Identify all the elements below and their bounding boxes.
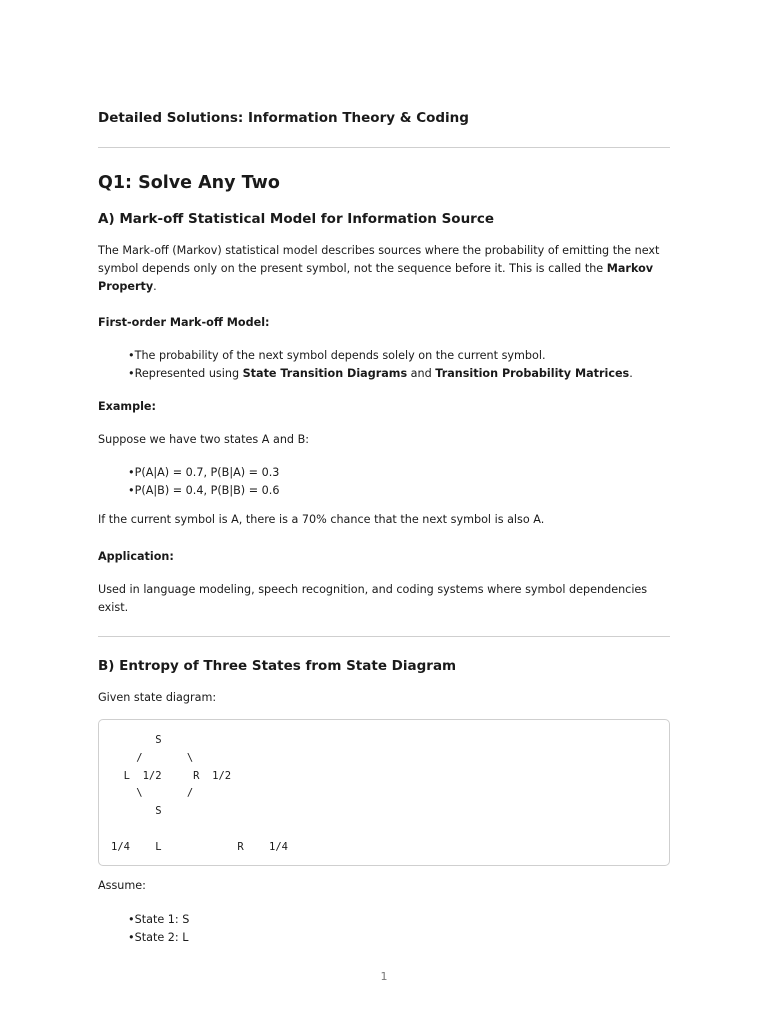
section-a-heading: A) Mark-off Statistical Model for Information Source xyxy=(98,211,495,227)
bullet-mid: and xyxy=(407,367,436,380)
divider xyxy=(98,636,670,637)
section-b-heading: B) Entropy of Three States from State Diagram xyxy=(98,658,457,674)
state-diagram: S / \ L 1/2 R 1/2 \ / S 1/4 L R 1/4 xyxy=(98,719,670,866)
question-heading: Q1: Solve Any Two xyxy=(98,173,280,193)
probability-list xyxy=(98,464,670,500)
probability-text: P(A|B) = 0.4, P(B|B) = 0.6 xyxy=(134,484,280,497)
list-item xyxy=(128,929,670,947)
probability-text: P(A|A) = 0.7, P(B|A) = 0.3 xyxy=(134,466,280,479)
states-list xyxy=(98,911,670,947)
given-text: Given state diagram: xyxy=(98,691,217,704)
bullet-end: . xyxy=(629,367,633,380)
bullet-bold: Transition Probability Matrices xyxy=(435,367,630,380)
page-number: 1 xyxy=(380,970,388,983)
intro-end: . xyxy=(153,280,157,293)
list-item xyxy=(128,347,670,365)
example-intro: Suppose we have two states A and B: xyxy=(98,433,310,446)
divider xyxy=(98,147,670,148)
first-order-list xyxy=(98,347,670,383)
state-text: State 2: L xyxy=(134,931,189,944)
document-page xyxy=(98,109,670,947)
first-order-label: First-order Mark-off Model: xyxy=(98,316,270,329)
application-text: Used in language modeling, speech recognition, and coding systems where symbol dependencies exist. xyxy=(98,583,648,614)
section-a-intro xyxy=(98,242,670,296)
document-title: Detailed Solutions: Information Theory & Coding xyxy=(98,110,469,126)
list-item xyxy=(128,911,670,929)
example-conclusion: If the current symbol is A, there is a 70% chance that the next symbol is also A. xyxy=(98,513,545,526)
list-item xyxy=(128,464,670,482)
bullet-text: The probability of the next symbol depends solely on the current symbol. xyxy=(134,349,546,362)
intro-bold: Markov Property xyxy=(98,262,654,293)
state-text: State 1: S xyxy=(134,913,190,926)
bullet-pre: Represented using xyxy=(134,367,243,380)
list-item xyxy=(128,482,670,500)
intro-text: The Mark-off (Markov) statistical model describes sources where the probability of emitting the next symbol depends only on the present symbol, not the sequence before it. This is called the xyxy=(98,244,660,275)
application-label: Application: xyxy=(98,550,174,563)
example-label: Example: xyxy=(98,400,156,413)
assume-label: Assume: xyxy=(98,879,146,892)
bullet-bold: State Transition Diagrams xyxy=(242,367,408,380)
list-item xyxy=(128,365,670,383)
